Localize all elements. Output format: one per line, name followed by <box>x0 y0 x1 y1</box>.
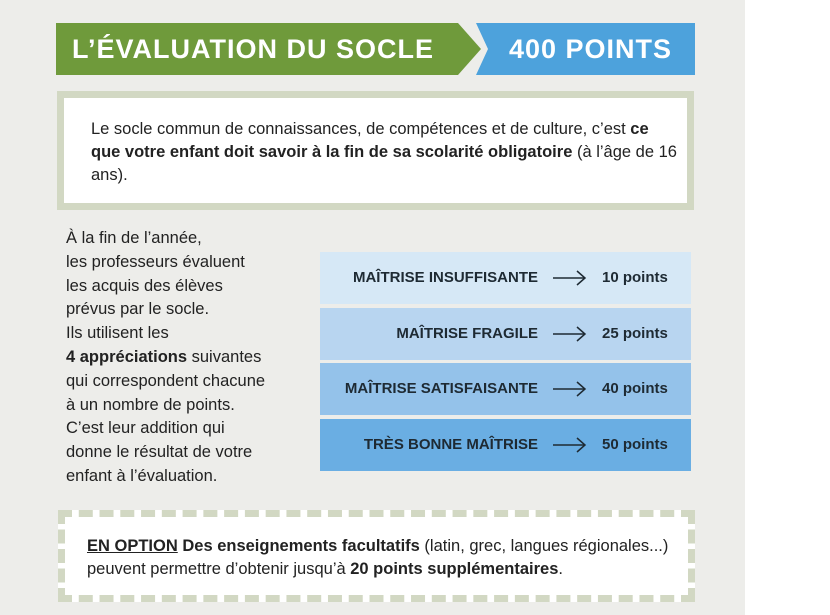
level-points: 10 points <box>602 269 668 286</box>
intro-text-end: (à l’âge de 16 ans). <box>91 143 677 184</box>
option-text-1: (latin, grec, langues régionales...) peuvent permettre d’obtenir jusqu’à <box>87 537 669 578</box>
option-text <box>87 535 687 581</box>
paragraph-line: donne le résultat de votre <box>66 443 253 462</box>
option-text-2: . <box>558 560 563 578</box>
page-title: L’ÉVALUATION DU SOCLE <box>72 34 435 64</box>
paragraph-line-bold <box>66 346 306 370</box>
level-row <box>320 419 691 471</box>
paragraph-line: C’est leur addition qui <box>66 419 225 438</box>
level-row <box>320 363 691 415</box>
option-label: EN OPTION <box>87 537 178 555</box>
intro-text-start: Le socle commun de connaissances, de compétences et de culture, c’est <box>91 120 631 138</box>
paragraph-line: les professeurs évaluent <box>66 252 245 271</box>
explanation-paragraph <box>66 227 306 489</box>
level-name: MAÎTRISE INSUFFISANTE <box>352 269 538 286</box>
paragraph-bold: 4 appréciations <box>66 347 188 366</box>
paragraph-line: prévus par le socle. <box>66 300 210 319</box>
paragraph-line: À la fin de l’année, <box>66 229 202 247</box>
level-name: MAÎTRISE FRAGILE <box>396 324 538 342</box>
option-bold-2: 20 points supplémentaires <box>350 560 559 578</box>
paragraph-line: les acquis des élèves <box>66 276 223 295</box>
intro-text <box>91 118 681 187</box>
total-points: 400 POINTS <box>508 34 673 64</box>
intro-text-bold: ce que votre enfant doit savoir à la fin de sa scolarité obligatoire <box>91 120 649 161</box>
levels-table <box>320 252 691 474</box>
right-arrow-icon <box>553 268 587 288</box>
intro-box <box>57 91 694 210</box>
paragraph-after-bold: suivantes <box>187 347 262 366</box>
paragraph-line: Ils utilisent les <box>66 324 169 343</box>
level-name: TRÈS BONNE MAÎTRISE <box>363 435 538 453</box>
right-arrow-icon <box>553 379 587 399</box>
level-row <box>320 252 691 304</box>
option-box <box>58 510 695 602</box>
level-points: 25 points <box>602 324 668 342</box>
paragraph-line: qui correspondent chacune <box>66 371 266 390</box>
level-points: 40 points <box>602 380 668 397</box>
level-points: 50 points <box>602 435 668 453</box>
paragraph-line: à un nombre de points. <box>66 395 235 414</box>
level-row <box>320 308 691 360</box>
right-arrow-icon <box>553 324 587 344</box>
right-arrow-icon <box>553 435 587 455</box>
option-bold-1: Des enseignements facultatifs <box>177 537 420 555</box>
level-name: MAÎTRISE SATISFAISANTE <box>344 380 538 397</box>
paragraph-line: enfant à l’évaluation. <box>66 466 218 485</box>
